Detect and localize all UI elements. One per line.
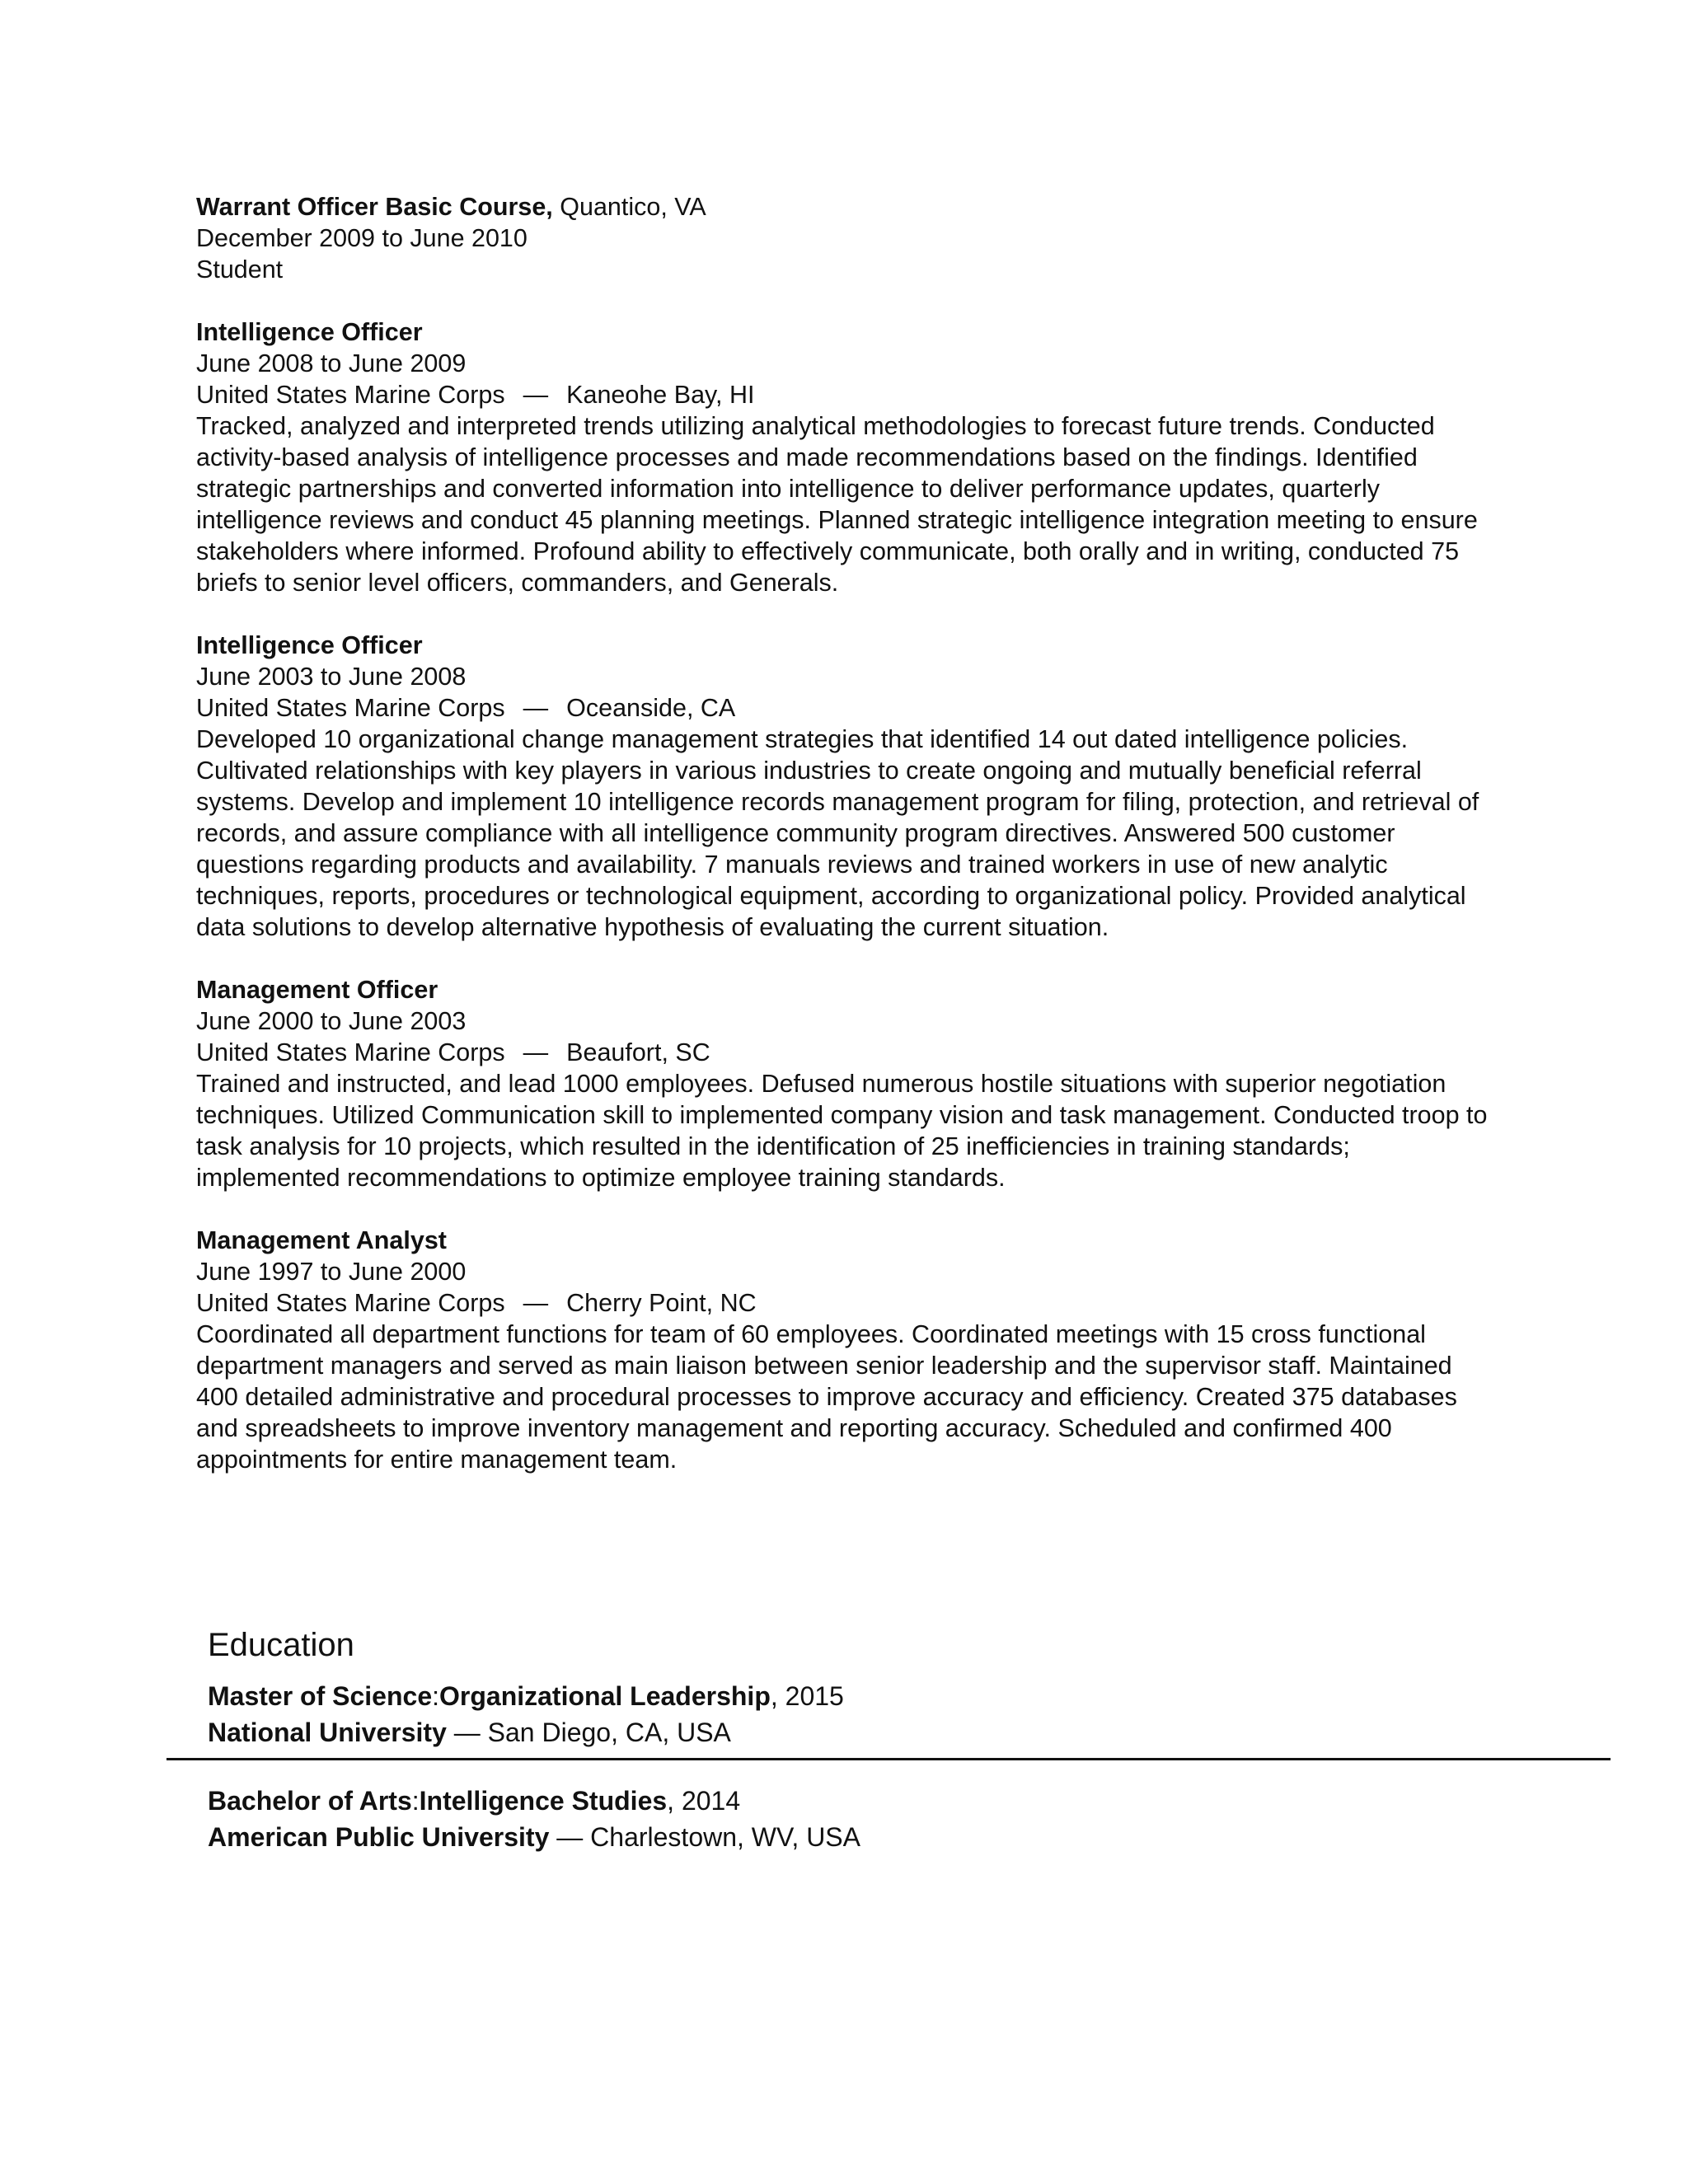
entry-dates: June 1997 to June 2000 — [196, 1258, 467, 1286]
experience-entry — [196, 1225, 1498, 1475]
entry-dates: December 2009 to June 2010 — [196, 224, 528, 252]
education-degree-line — [208, 1783, 860, 1819]
entry-place: Cherry Point, NC — [566, 1289, 757, 1317]
education-field: Intelligence Studies — [419, 1786, 668, 1816]
entry-separator: — — [523, 381, 549, 409]
education-section — [208, 1622, 1526, 1750]
entry-organization: United States Marine Corps — [196, 694, 505, 722]
entry-place: Oceanside, CA — [566, 694, 736, 722]
entry-title: Management Analyst — [196, 1226, 447, 1254]
education-place: Charlestown, WV, USA — [590, 1822, 860, 1852]
entry-description: Coordinated all department functions for team of 60 employees. Coordinated meetings with 15 cross functional department managers and served as main liaison between senior leadership and the supervisor staff. Maintained 400 detailed administrative and procedural processes to improve accuracy and efficiency. Created 375 databases and spreadsheets to improve inventory management and reporting accuracy. Scheduled and confirmed 400 appointments for entire management team. — [196, 1320, 1457, 1474]
experience-section — [196, 191, 1498, 1507]
entry-org-line — [196, 1287, 1498, 1319]
education-year: , 2014 — [667, 1786, 741, 1816]
education-place: San Diego, CA, USA — [487, 1718, 731, 1747]
experience-entry — [196, 974, 1498, 1193]
entry-separator: — — [523, 1038, 549, 1066]
education-degree-line — [208, 1678, 1526, 1714]
entry-separator: — — [523, 694, 549, 722]
education-degree: Master of Science — [208, 1681, 433, 1711]
entry-description: Trained and instructed, and lead 1000 employees. Defused numerous hostile situations with superior negotiation techniques. Utilized Communication skill to implemented company vision and task management. Conducted troop to task analysis for 10 projects, which resulted in the identification of 25 inefficiencies in training standards; implemented recommendations to optimize employee training standards. — [196, 1070, 1488, 1192]
education-entry — [208, 1783, 860, 1855]
entry-title: Management Officer — [196, 976, 438, 1004]
education-school-line — [208, 1714, 1526, 1750]
education-field: Organizational Leadership — [439, 1681, 771, 1711]
education-school-line — [208, 1819, 860, 1855]
experience-entry — [196, 630, 1498, 943]
entry-title: Intelligence Officer — [196, 631, 423, 659]
education-colon: : — [411, 1786, 420, 1816]
entry-heading — [196, 191, 1498, 223]
entry-separator: — — [523, 1289, 549, 1317]
experience-entry — [196, 316, 1498, 598]
education-separator: — — [556, 1822, 584, 1852]
entry-dates: June 2003 to June 2008 — [196, 663, 467, 691]
education-school: National University — [208, 1718, 447, 1747]
entry-location: Quantico, VA — [560, 193, 706, 221]
entry-title: Warrant Officer Basic Course, — [196, 193, 553, 221]
entry-organization: United States Marine Corps — [196, 1289, 505, 1317]
education-year: , 2015 — [770, 1681, 844, 1711]
entry-org-line — [196, 1037, 1498, 1068]
education-separator: — — [453, 1718, 481, 1747]
entry-description: Tracked, analyzed and interpreted trends utilizing analytical methodologies to forecast future trends. Conducted activity-based analysis of intelligence processes and made recommendations based on the findings. Identified strategic partnerships and converted information into intelligence to deliver performance updates, quarterly intelligence reviews and conduct 45 planning meetings. Planned strategic intelligence integration meeting to ensure stakeholders where informed. Profound ability to effectively communicate, both orally and in writing, conducted 75 briefs to senior level officers, commanders, and Generals. — [196, 412, 1478, 597]
section-divider — [166, 1758, 1611, 1760]
entry-title: Intelligence Officer — [196, 318, 423, 346]
entry-role: Student — [196, 255, 284, 284]
entry-org-line — [196, 379, 1498, 410]
entry-place: Kaneohe Bay, HI — [566, 381, 755, 409]
entry-description: Developed 10 organizational change management strategies that identified 14 out dated intelligence policies. Cultivated relationships with key players in various industries to create ongoing and mutually beneficial referral systems. Develop and implement 10 intelligence records management program for filing, protection, and retrieval of records, and assure compliance with all intelligence community program directives. Answered 500 customer questions regarding products and availability. 7 manuals reviews and trained workers in use of new analytic techniques, reports, procedures or technological equipment, according to organizational policy. Provided analytical data solutions to develop alternative hypothesis of evaluating the current situation. — [196, 725, 1479, 941]
entry-organization: United States Marine Corps — [196, 1038, 505, 1066]
experience-entry — [196, 191, 1498, 285]
education-school: American Public University — [208, 1822, 550, 1852]
education-degree: Bachelor of Arts — [208, 1786, 412, 1816]
entry-place: Beaufort, SC — [566, 1038, 710, 1066]
education-heading: Education — [208, 1627, 354, 1663]
education-colon: : — [432, 1681, 439, 1711]
entry-org-line — [196, 692, 1498, 724]
entry-dates: June 2000 to June 2003 — [196, 1007, 467, 1035]
entry-dates: June 2008 to June 2009 — [196, 349, 467, 377]
entry-organization: United States Marine Corps — [196, 381, 505, 409]
